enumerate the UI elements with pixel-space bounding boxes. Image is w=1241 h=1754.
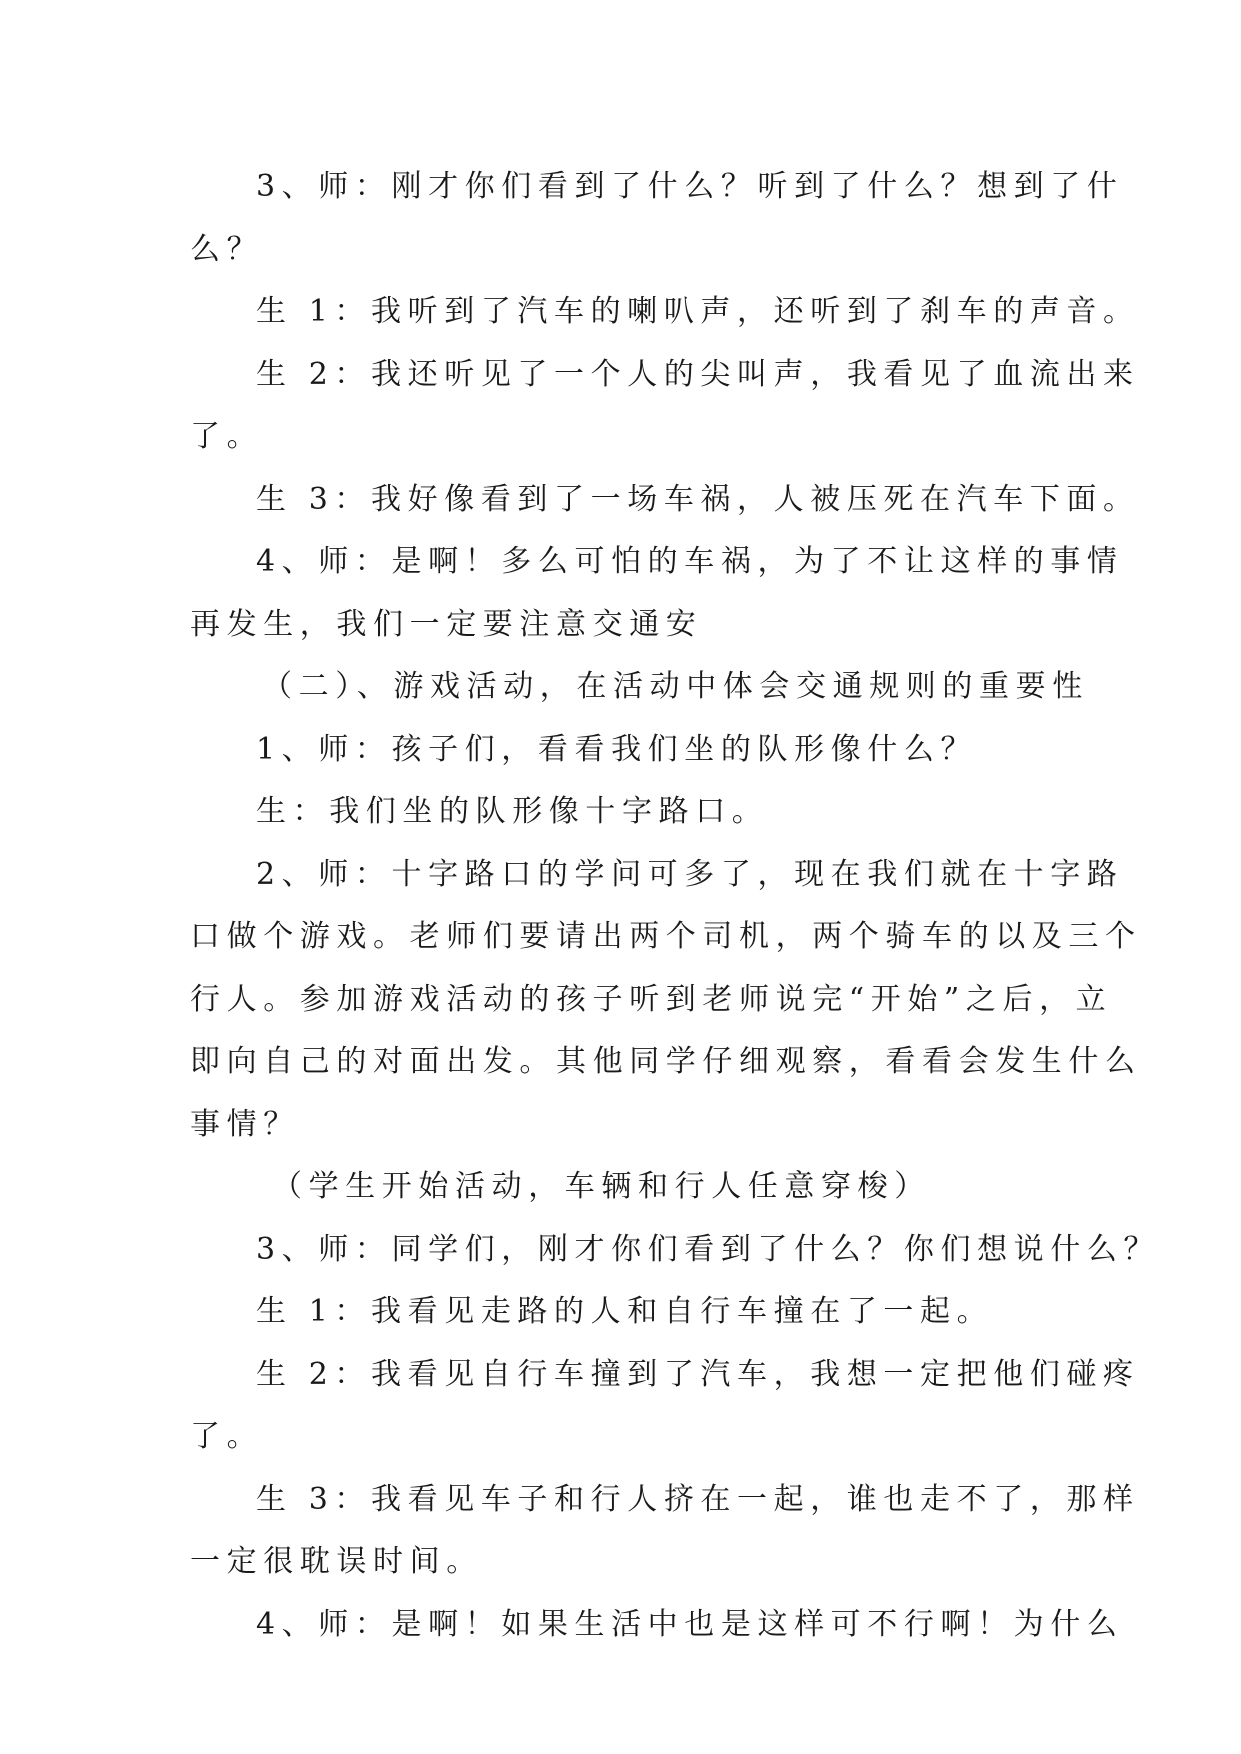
paragraph-line: 生 1：我听到了汽车的喇叭声，还听到了刹车的声音。 (256, 294, 1140, 329)
paragraph-line: 一定很耽误时间。 (190, 1544, 483, 1579)
paragraph-line: 生 3：我好像看到了一场车祸，人被压死在汽车下面。 (256, 481, 1140, 517)
stage-direction: （学生开始活动，车辆和行人任意穿梭） (272, 1169, 931, 1204)
paragraph-line: 了。 (190, 419, 264, 454)
paragraph-line: 4、师：是啊！多么可怕的车祸，为了不让这样的事情 (256, 544, 1124, 579)
paragraph-line: 4、师：是啊！如果生活中也是这样可不行啊！为什么 (256, 1606, 1124, 1642)
paragraph-line: 生 2：我还听见了一个人的尖叫声，我看见了血流出来 (256, 356, 1140, 392)
paragraph-line: 了。 (190, 1419, 264, 1454)
paragraph-line: 生 1：我看见走路的人和自行车撞在了一起。 (256, 1294, 994, 1329)
paragraph-line: 生 3：我看见车子和行人挤在一起，谁也走不了，那样 (256, 1481, 1140, 1517)
paragraph-line: 事情？ (190, 1106, 300, 1142)
document-page (190, 156, 1161, 1656)
paragraph-line: 口做个游戏。老师们要请出两个司机，两个骑车的以及三个 (190, 919, 1142, 954)
paragraph-line: 生 2：我看见自行车撞到了汽车，我想一定把他们碰疼 (256, 1356, 1140, 1392)
paragraph-line: 3、师：刚才你们看到了什么？听到了什么？想到了什 (256, 169, 1124, 204)
paragraph-line: 2、师：十字路口的学问可多了，现在我们就在十字路 (256, 856, 1124, 892)
paragraph-line: 行人。参加游戏活动的孩子听到老师说完“开始”之后，立 (190, 981, 1113, 1017)
paragraph-line: 即向自己的对面出发。其他同学仔细观察，看看会发生什么 (190, 1044, 1142, 1079)
paragraph-line: 3、师：同学们，刚才你们看到了什么？你们想说什么？ (256, 1231, 1161, 1267)
paragraph-line: 生：我们坐的队形像十字路口。 (256, 794, 769, 829)
section-heading: （二）、游戏活动，在活动中体会交通规则的重要性 (262, 669, 1089, 704)
paragraph-line: 1、师：孩子们，看看我们坐的队形像什么？ (256, 731, 978, 767)
paragraph-line: 么？ (190, 231, 264, 267)
paragraph-line: 再发生，我们一定要注意交通安 (190, 606, 703, 642)
